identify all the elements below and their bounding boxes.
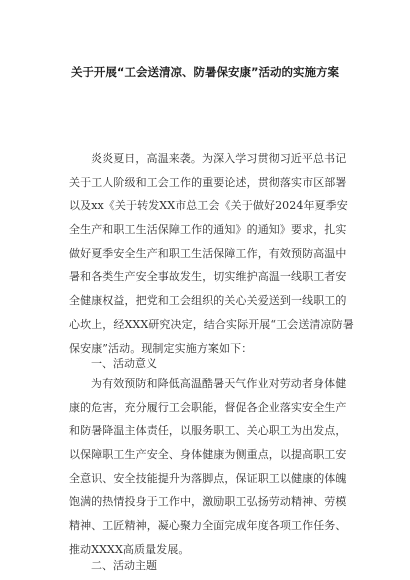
- section1-line: 全意识、安全技能提升为落脚点，保证职工以健康的体魄: [69, 471, 347, 485]
- intro-line: 暑和各类生产安全事故发生，切实维护高温一线职工者安: [69, 270, 347, 284]
- section1-line: 精神、工匠精神，凝心聚力全面完成年度各项工作任务、: [69, 519, 347, 533]
- intro-paragraph: [69, 147, 354, 360]
- section1-line: 推动XXXX高质量发展。: [69, 542, 190, 556]
- section-heading-significance: 一、活动意义: [91, 357, 157, 370]
- section1-line: 以保障职工生产安全、身体健康为侧重点，以提高职工安: [69, 448, 347, 462]
- section1-line: 饱满的热情投身于工作中，激励职工弘扬劳动精神、劳模: [69, 495, 347, 509]
- intro-line: 炎炎夏日，高温来袭。为深入学习贯彻习近平总书记: [91, 152, 347, 165]
- intro-line: 全健康权益，把党和工会组织的关心关爱送到一线职工的: [69, 294, 347, 308]
- section1-line: 康的危害，充分履行工会职能，督促各企业落实安全生产: [69, 400, 347, 414]
- document-title: 关于开展“工会送清凉、防暑保安康”活动的实施方案: [70, 65, 340, 79]
- section1-line: 为有效预防和降低高温酷暑天气作业对劳动者身体健: [91, 377, 347, 390]
- intro-line: 心坎上，经XXX研究决定，结合实际开展“工会送清凉防暑: [69, 317, 354, 331]
- intro-line: 关于工人阶级和工会工作的重要论述，贯彻落实市区部署: [69, 175, 347, 189]
- intro-line: 做好夏季安全生产和职工生活保障工作，有效预防高温中: [69, 246, 347, 260]
- intro-line: 以及xx《关于转发XX市总工会《关于做好2024年夏季安: [69, 199, 348, 213]
- intro-line: 全生产和职工生活保障工作的通知》的通知》要求，扎实: [69, 223, 347, 237]
- section1-paragraph: [69, 372, 345, 562]
- section1-line: 和防暑降温主体责任，以服务职工、关心职工为出发点，: [69, 424, 347, 438]
- section-heading-theme: 二、活动主题: [91, 559, 157, 572]
- intro-line: 保安康”活动。现制定实施方案如下：: [69, 341, 253, 355]
